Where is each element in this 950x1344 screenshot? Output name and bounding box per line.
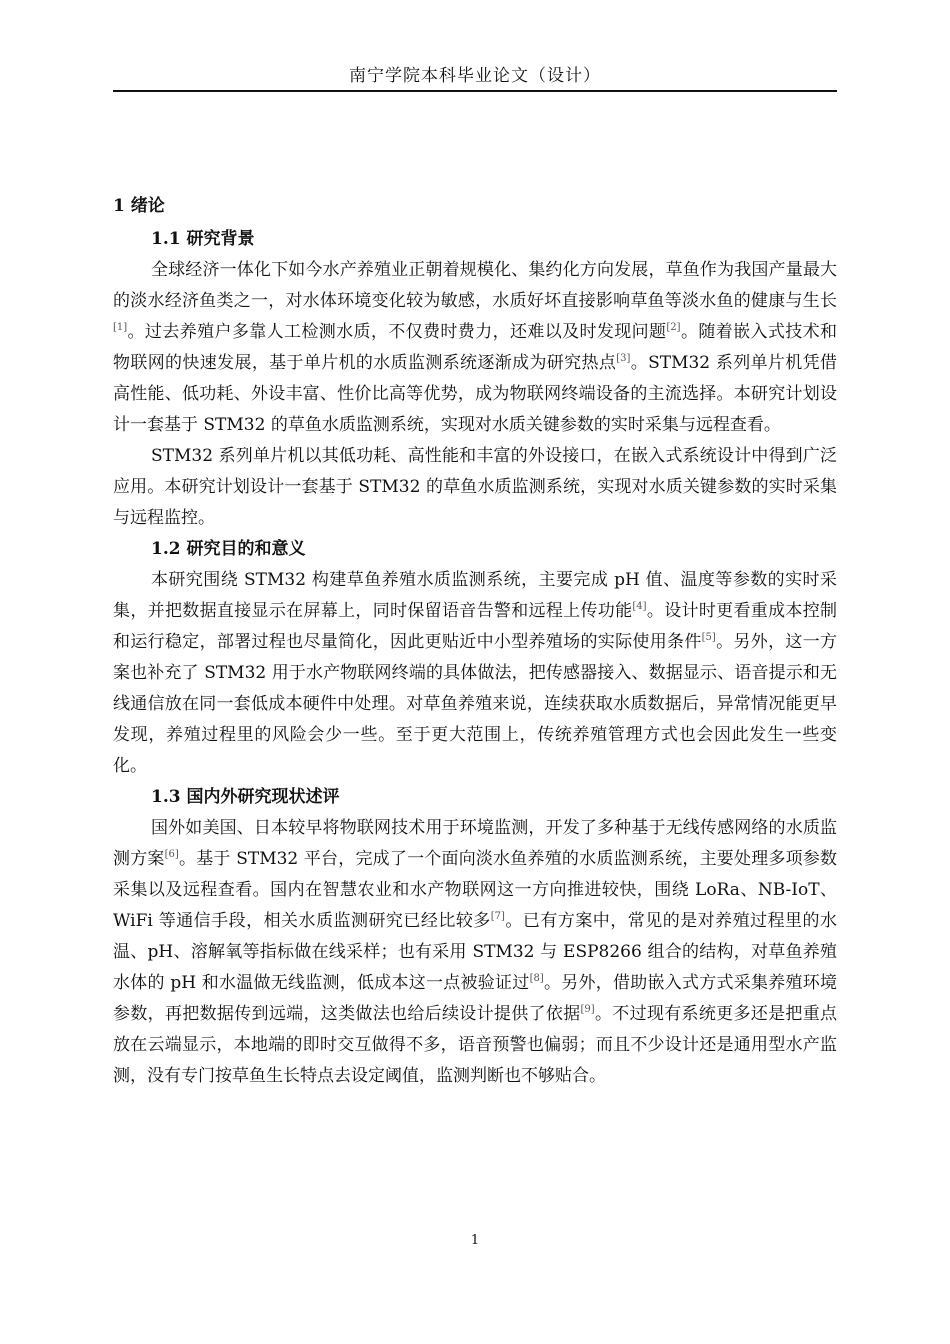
citation-reference: [8] (529, 973, 544, 984)
citation-reference: [2] (666, 322, 681, 333)
section-heading: 1.2 研究目的和意义 (151, 539, 306, 559)
paragraph-text: 国外如美国、日本较早将物联网技术用于环境监测，开发了多种基于无线传感网络的水质监测方案 (113, 818, 837, 869)
chapter-heading: 1 绪论 (113, 196, 165, 216)
paragraph-text: 。STM32 系列单片机凭借高性能、低功耗、外设丰富、性价比高等优势，成为物联网终端设备的主流选择。本研究计划设计一套基于 STM32 的草鱼水质监测系统，实现对水质关键参数的实时采集与远程查看。 (113, 353, 837, 435)
paragraph-text: 。另外，这一方案也补充了 STM32 用于水产物联网终端的具体做法，把传感器接入、数据显示、语音提示和无线通信放在同一套低成本硬件中处理。对草鱼养殖来说，连续获取水质数据后，异常情况能更早发现，养殖过程里的风险会少一些。至于更大范围上，传统养殖管理方式也会因此发生一些变化。 (113, 632, 838, 776)
paragraph-text: 。已有方案中，常见的是对养殖过程里的水温、pH、溶解氧等指标做在线采样；也有采用 STM32 与 ESP8266 组合的结构，对草鱼养殖水体的 pH 和水温做无线监测，低成本这一点被验证过 (113, 911, 838, 993)
paragraph-text: STM32 系列单片机以其低功耗、高性能和丰富的外设接口，在嵌入式系统设计中得到广泛应用。本研究计划设计一套基于 STM32 的草鱼水质监测系统，实现对水质关键参数的实时采集与远程监控。 (113, 446, 837, 528)
page-number: 1 (470, 1233, 480, 1248)
paragraph (113, 565, 837, 782)
citation-reference: [9] (580, 1004, 595, 1015)
paragraph-text: 全球经济一体化下如今水产养殖业正朝着规模化、集约化方向发展，草鱼作为我国产量最大的淡水经济鱼类之一，对水体环境变化较为敏感，水质好坏直接影响草鱼等淡水鱼的健康与生长 (113, 260, 837, 311)
paragraph-text: 。过去养殖户多靠人工检测水质，不仅费时费力，还难以及时发现问题 (127, 322, 667, 342)
section-heading: 1.3 国内外研究现状述评 (151, 787, 340, 807)
paragraph-text: 本研究围绕 STM32 构建草鱼养殖水质监测系统，主要完成 pH 值、温度等参数的实时采集，并把数据直接显示在屏幕上，同时保留语音告警和远程上传功能 (113, 570, 837, 621)
paragraph (113, 813, 837, 1092)
paragraph-text: 。随着嵌入式技术和物联网的快速发展，基于单片机的水质监测系统逐渐成为研究热点 (113, 322, 837, 373)
page-header-title: 南宁学院本科毕业论文（设计） (349, 66, 601, 86)
citation-reference: [5] (701, 632, 716, 643)
section-heading: 1.1 研究背景 (151, 229, 255, 249)
paragraph-text: 。另外，借助嵌入式方式采集养殖环境参数，再把数据传到远端，这类做法也给后续设计提供了依据 (113, 973, 838, 1024)
paragraph-text: 。设计时更看重成本控制和运行稳定，部署过程也尽量简化，因此更贴近中小型养殖场的实际使用条件 (113, 601, 838, 652)
paragraph-text: 。不过现有系统更多还是把重点放在云端显示，本地端的即时交互做得不多，语音预警也偏弱；而且不少设计还是通用型水产监测，没有专门按草鱼生长特点去设定阈值，监测判断也不够贴合。 (113, 1004, 838, 1086)
citation-reference: [6] (164, 849, 179, 860)
citation-reference: [1] (113, 322, 128, 333)
paragraph (113, 255, 837, 441)
paragraph (113, 441, 837, 534)
header-divider (113, 90, 837, 92)
citation-reference: [4] (632, 601, 647, 612)
paragraph-text: 。基于 STM32 平台，完成了一个面向淡水鱼养殖的水质监测系统，主要处理多项参数采集以及远程查看。国内在智慧农业和水产物联网这一方向推进较快，围绕 LoRa、NB-IoT、WiFi 等通信手段，相关水质监测研究已经比较多 (113, 849, 837, 931)
document-body (113, 188, 837, 1092)
citation-reference: [7] (490, 911, 505, 922)
citation-reference: [3] (616, 353, 631, 364)
